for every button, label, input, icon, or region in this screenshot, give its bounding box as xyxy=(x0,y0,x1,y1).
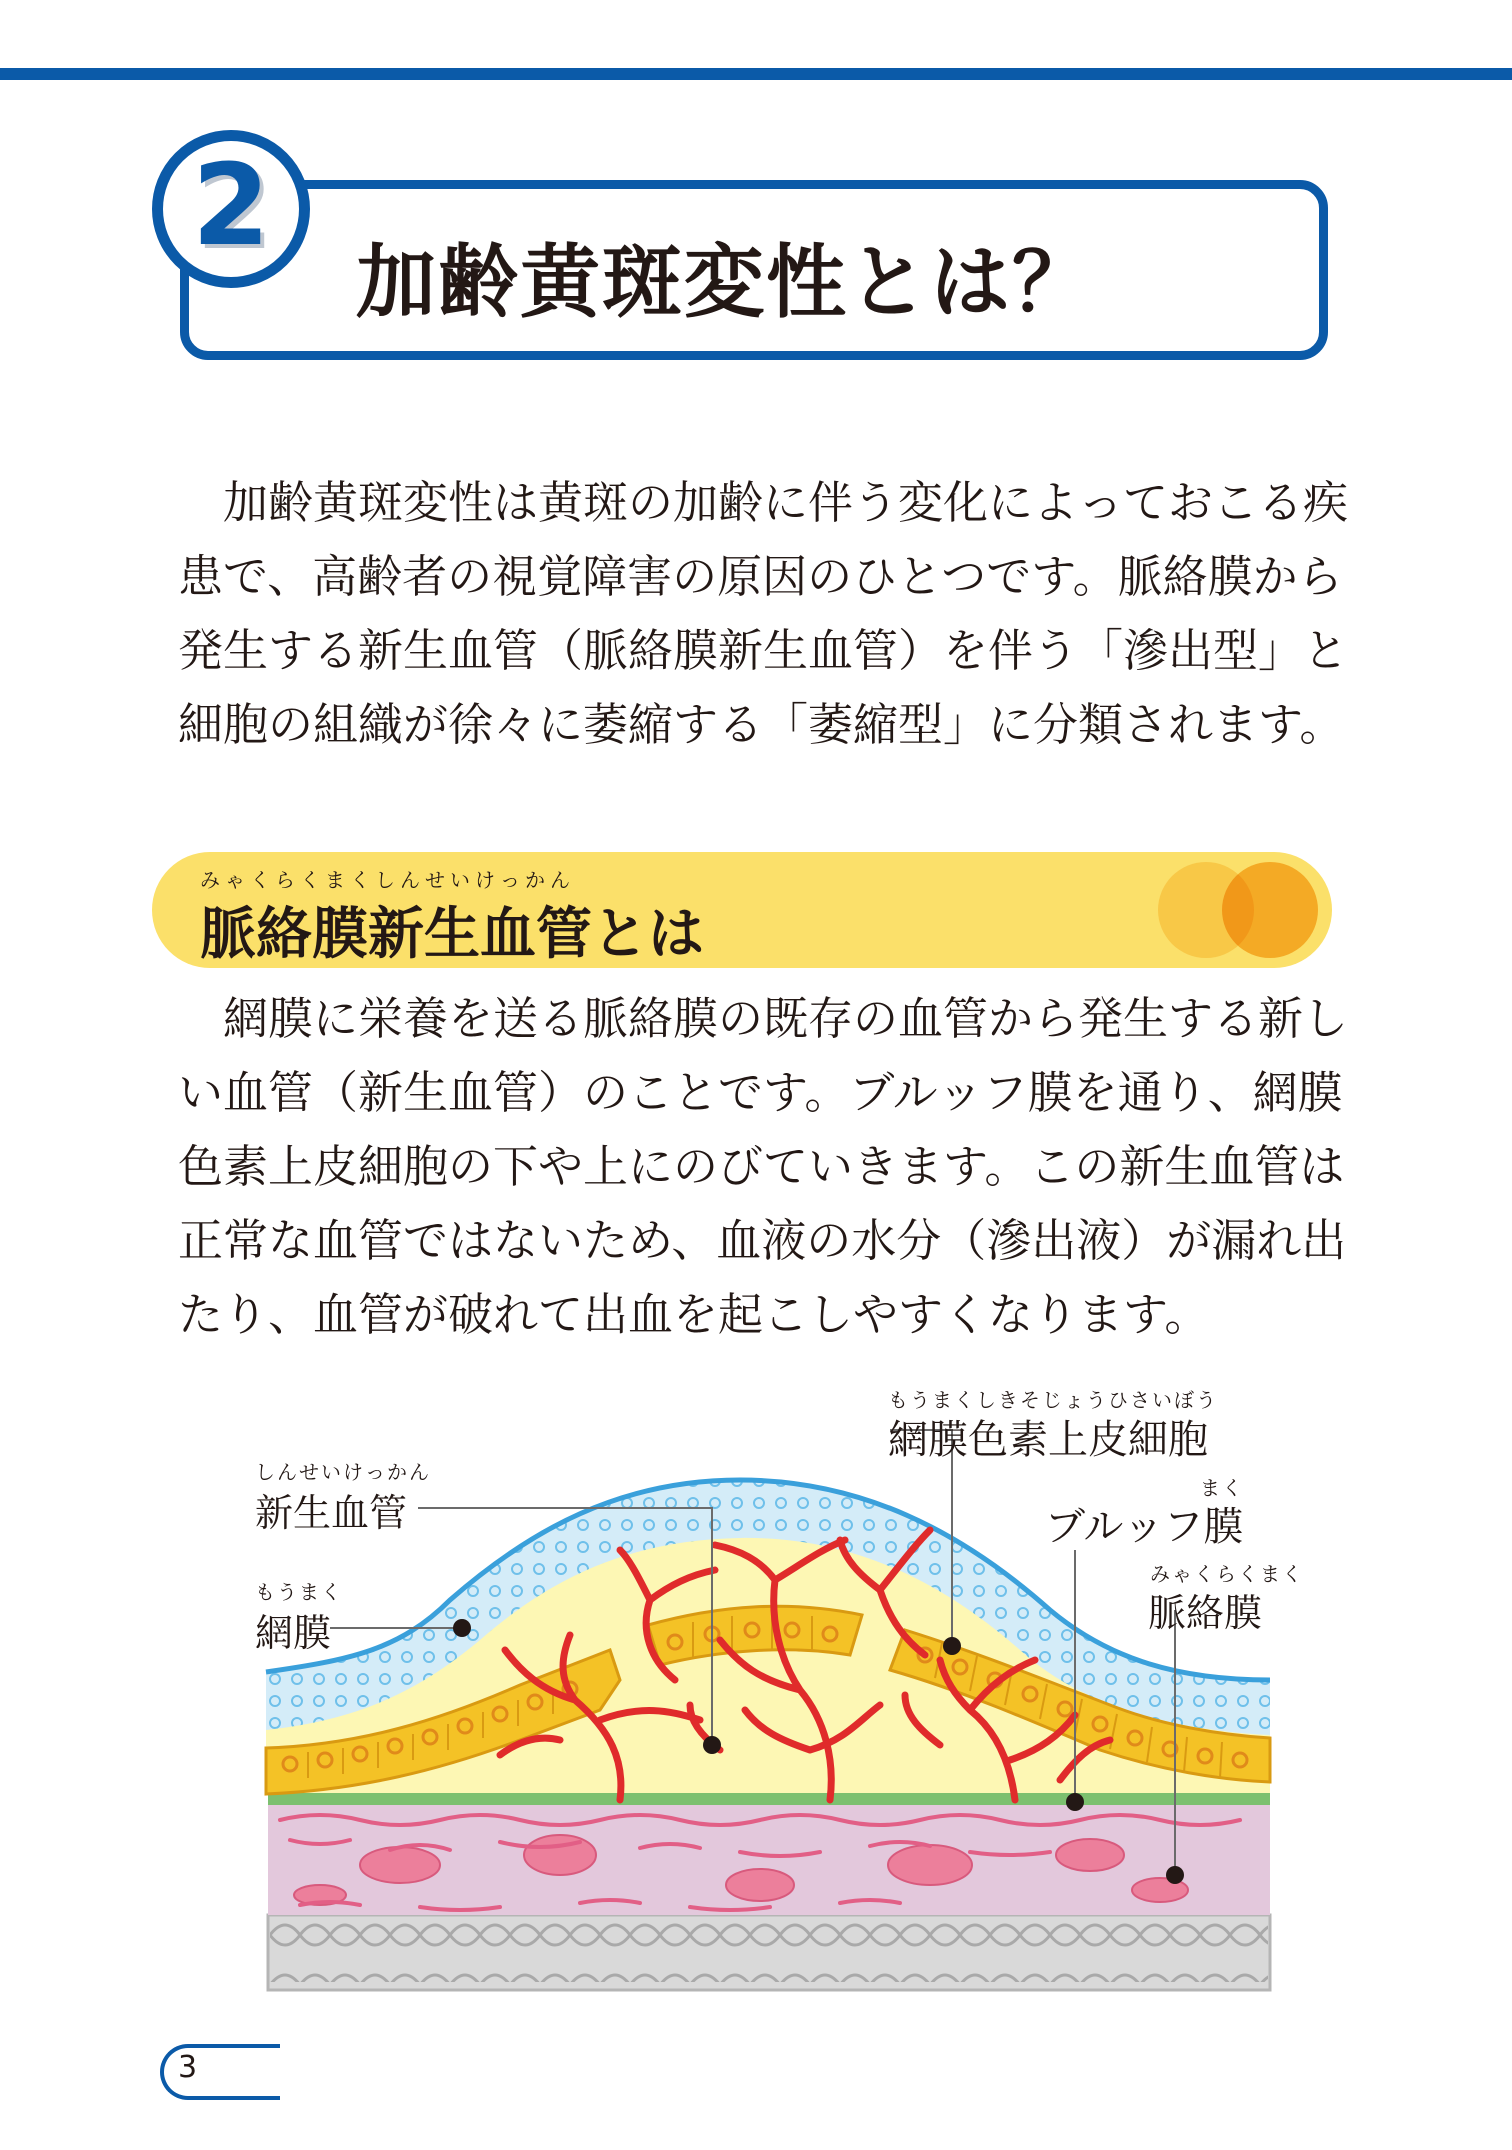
section-title: 脈絡膜新生血管とは xyxy=(200,902,704,967)
body-line: い血管（新生血管）のことです。ブルッフ膜を通り、網膜 xyxy=(178,1066,1343,1119)
rpe-label-ruby: もうまくしきそじょうひさいぼう xyxy=(888,1388,1218,1412)
decor-circle xyxy=(1222,862,1318,958)
retina-label-ruby: もうまく xyxy=(255,1580,343,1604)
choroid-label-ruby: みゃくらくまく xyxy=(1150,1562,1304,1586)
chapter-title: 加齢黄斑変性とは？ xyxy=(356,236,1094,329)
body-paragraph xyxy=(178,982,1349,1352)
intro-line: 細胞の組織が徐々に萎縮する「萎縮型」に分類されます。 xyxy=(178,698,1345,751)
retina-label: 網膜 xyxy=(255,1611,332,1655)
intro-line: 発生する新生血管（脈絡膜新生血管）を伴う「滲出型」と xyxy=(178,624,1349,677)
top-rule xyxy=(0,68,1512,80)
bruch-label: ブルッフ膜 xyxy=(1045,1504,1244,1550)
body-line: 色素上皮細胞の下や上にのびていきます。この新生血管は xyxy=(178,1140,1345,1193)
body-line: 正常な血管ではないため、血液の水分（滲出液）が漏れ出 xyxy=(178,1214,1347,1267)
sclera-weave xyxy=(270,1920,1268,1982)
chapter-number-badge xyxy=(152,130,310,288)
intro-paragraph xyxy=(178,466,1349,762)
body-line: 網膜に栄養を送る脈絡膜の既存の血管から発生する新し xyxy=(178,992,1349,1045)
intro-line: 患で、高齢者の視覚障害の原因のひとつです。脈絡膜から xyxy=(178,550,1343,603)
retina-cross-section-figure xyxy=(0,1360,1512,2010)
rpe-label: 網膜色素上皮細胞 xyxy=(888,1417,1208,1463)
cnv-label: 新生血管 xyxy=(255,1491,408,1535)
page-number: 3 xyxy=(178,2050,198,2085)
body-line: たり、血管が破れて出血を起こしやすくなります。 xyxy=(178,1288,1210,1341)
cnv-label-ruby: しんせいけっかん xyxy=(255,1460,431,1484)
section-decor-circles xyxy=(1158,862,1318,958)
choroid-label: 脈絡膜 xyxy=(1148,1591,1263,1635)
chapter-number: 2 xyxy=(192,141,270,271)
section-title-ruby: みゃくらくまくしんせいけっかん xyxy=(200,868,575,892)
retina-diagram xyxy=(0,1360,1512,2010)
bruch-membrane xyxy=(268,1793,1270,1805)
bruch-label-ruby: まく xyxy=(1200,1476,1244,1500)
intro-line: 加齢黄斑変性は黄斑の加齢に伴う変化によっておこる疾 xyxy=(178,476,1349,529)
